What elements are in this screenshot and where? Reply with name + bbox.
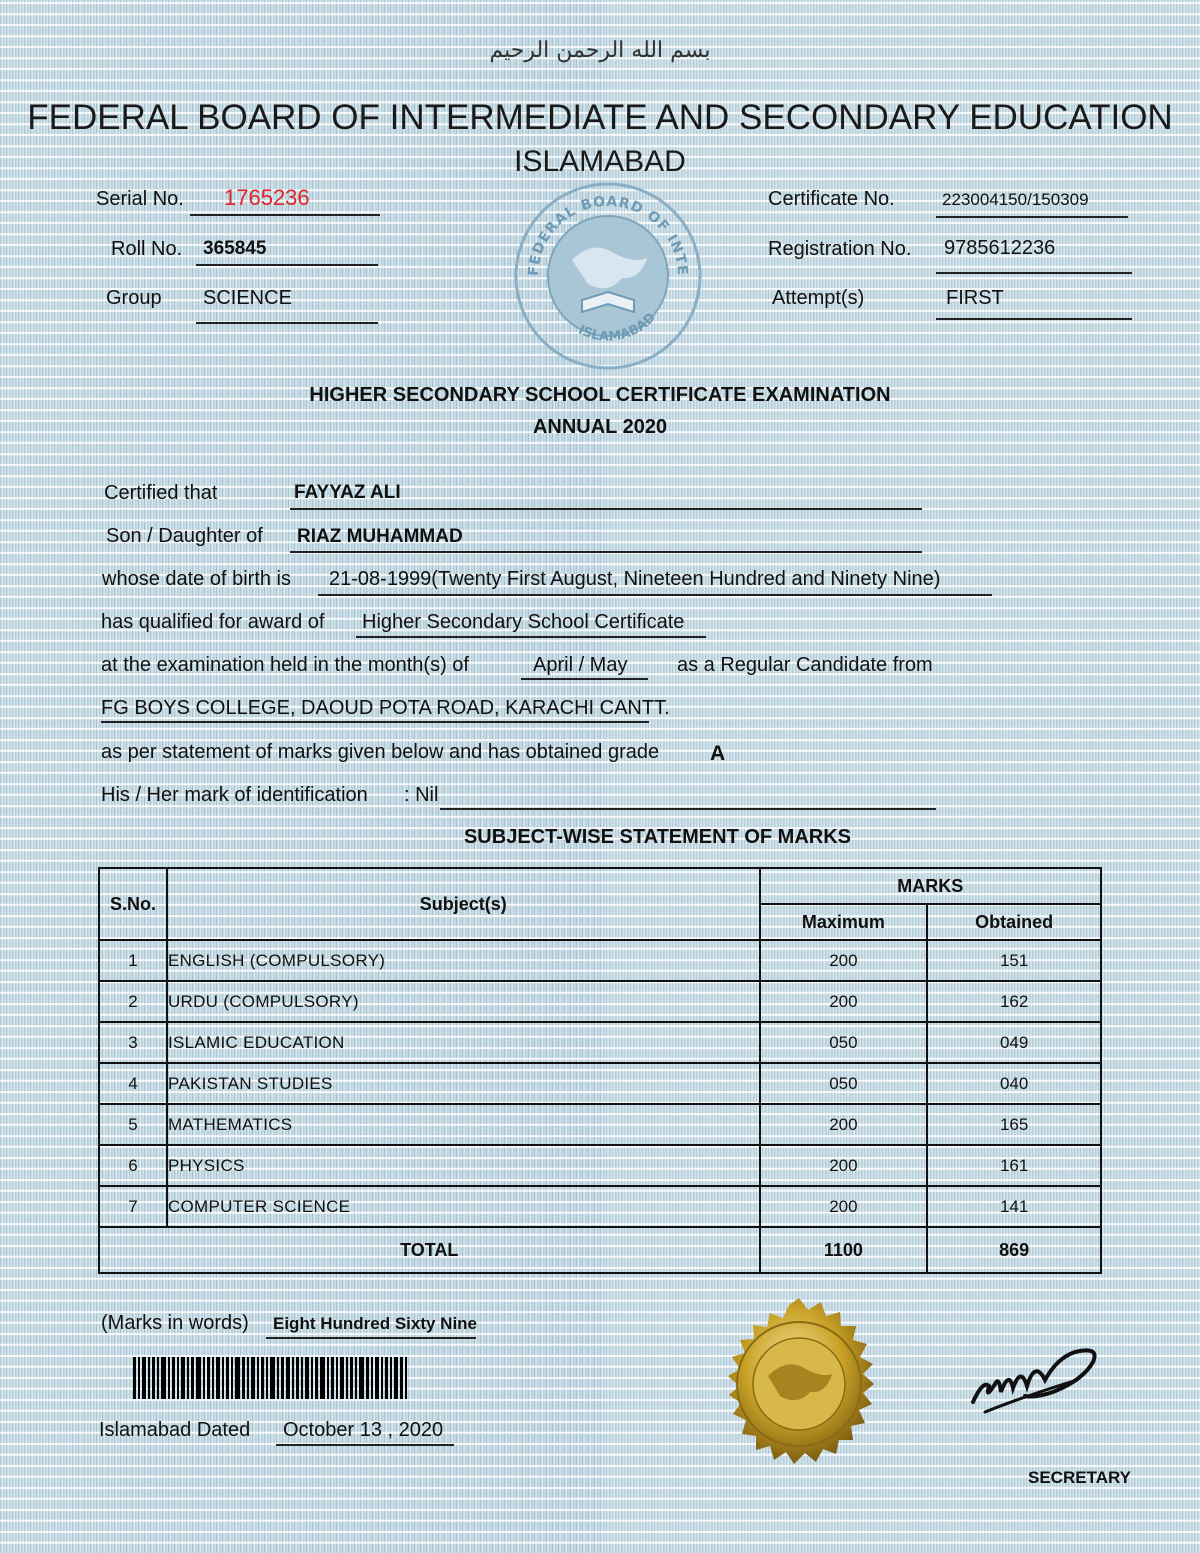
row-subject: PAKISTAN STUDIES (167, 1063, 760, 1104)
header-obtained: Obtained (927, 904, 1101, 940)
row-sno: 7 (99, 1186, 167, 1227)
attempt-underline (936, 318, 1132, 320)
row-sno: 5 (99, 1104, 167, 1145)
registration-value: 9785612236 (944, 237, 1056, 259)
table-row (99, 1104, 1101, 1145)
table-row (99, 981, 1101, 1022)
table-row (99, 1145, 1101, 1186)
certificate-label: Certificate No. (768, 188, 895, 210)
row-subject: ISLAMIC EDUCATION (167, 1022, 760, 1063)
row-sno: 1 (99, 940, 167, 981)
dob-underline (318, 594, 992, 596)
row-sno: 2 (99, 981, 167, 1022)
attempt-label: Attempt(s) (772, 287, 865, 309)
certified-label: Certified that (104, 482, 218, 504)
dob-label: whose date of birth is (102, 568, 291, 590)
header-maximum: Maximum (760, 904, 928, 940)
board-emblem (512, 180, 704, 372)
row-subject: COMPUTER SCIENCE (167, 1186, 760, 1227)
words-underline (266, 1337, 476, 1339)
barcode (133, 1357, 451, 1399)
row-obtained: 141 (927, 1186, 1101, 1227)
board-title: FEDERAL BOARD OF INTERMEDIATE AND SECONDARY EDUCATION (27, 98, 1173, 137)
parent-label: Son / Daughter of (106, 525, 263, 547)
dated-label: Islamabad Dated (99, 1419, 251, 1441)
bismillah-calligraphy: بسم الله الرحمن الرحيم (489, 38, 711, 63)
months-underline (521, 678, 648, 680)
candidate-type: as a Regular Candidate from (677, 654, 933, 676)
row-obtained: 040 (927, 1063, 1101, 1104)
row-subject: URDU (COMPULSORY) (167, 981, 760, 1022)
row-maximum: 200 (760, 1145, 928, 1186)
group-value: SCIENCE (203, 287, 292, 309)
grade-label: as per statement of marks given below and has obtained grade (101, 741, 660, 763)
row-subject: MATHEMATICS (167, 1104, 760, 1145)
institution-underline (101, 721, 649, 723)
registration-label: Registration No. (768, 238, 912, 260)
row-obtained: 161 (927, 1145, 1101, 1186)
row-sno: 4 (99, 1063, 167, 1104)
months-value: April / May (533, 654, 628, 676)
row-maximum: 200 (760, 981, 928, 1022)
board-city: ISLAMABAD (514, 145, 686, 178)
grade-value: A (710, 742, 726, 765)
statement-title: SUBJECT-WISE STATEMENT OF MARKS (463, 826, 852, 848)
dob-value: 21-08-1999(Twenty First August, Nineteen Hundred and Ninety Nine) (329, 568, 941, 590)
award-value: Higher Secondary School Certificate (362, 611, 685, 633)
gold-seal-icon (708, 1296, 890, 1478)
candidate-name: FAYYAZ ALI (294, 482, 401, 503)
serial-label: Serial No. (96, 188, 184, 210)
date-underline (276, 1444, 454, 1446)
row-maximum: 200 (760, 1104, 928, 1145)
secretary-signature (965, 1340, 1110, 1420)
total-label: TOTAL (99, 1227, 760, 1273)
date-value: October 13 , 2020 (283, 1419, 444, 1441)
roll-label: Roll No. (111, 238, 183, 260)
exam-session: ANNUAL 2020 (532, 416, 668, 438)
certificate-value: 223004150/150309 (942, 190, 1089, 209)
emblem-bottom-text: ISLAMABAD (575, 310, 659, 345)
registration-underline (936, 272, 1132, 274)
candidate-underline (290, 508, 922, 510)
row-sno: 3 (99, 1022, 167, 1063)
table-row (99, 1186, 1101, 1227)
table-row (99, 940, 1101, 981)
total-row (99, 1227, 1101, 1273)
signature-icon (965, 1340, 1110, 1420)
row-sno: 6 (99, 1145, 167, 1186)
identification-value: : Nil (404, 784, 439, 806)
row-subject: ENGLISH (COMPULSORY) (167, 940, 760, 981)
serial-value: 1765236 (224, 185, 310, 210)
roll-value: 365845 (203, 238, 267, 259)
marks-table (98, 867, 1102, 1274)
row-obtained: 165 (927, 1104, 1101, 1145)
words-value: Eight Hundred Sixty Nine (273, 1314, 478, 1333)
gold-seal (708, 1296, 890, 1478)
qualified-label: has qualified for award of (101, 611, 325, 633)
parent-name: RIAZ MUHAMMAD (297, 526, 463, 547)
header-sno: S.No. (99, 868, 167, 940)
emblem-top-text: FEDERAL BOARD OF INTE (525, 193, 691, 277)
secretary-label: SECRETARY (1028, 1468, 1131, 1487)
identification-label: His / Her mark of identification (101, 784, 368, 806)
globe-emblem-icon (512, 180, 704, 372)
identification-underline (440, 808, 936, 810)
certificate-underline (936, 216, 1128, 218)
institution-name: FG BOYS COLLEGE, DAOUD POTA ROAD, KARACHI CANTT. (101, 697, 670, 719)
group-label: Group (106, 287, 162, 309)
exam-title: HIGHER SECONDARY SCHOOL CERTIFICATE EXAMINATION (309, 384, 891, 406)
held-label: at the examination held in the month(s) of (101, 654, 469, 676)
parent-underline (290, 551, 922, 553)
row-maximum: 200 (760, 940, 928, 981)
group-underline (196, 322, 378, 324)
total-maximum: 1100 (760, 1227, 928, 1273)
table-row (99, 1022, 1101, 1063)
words-label: (Marks in words) (101, 1312, 249, 1334)
row-maximum: 200 (760, 1186, 928, 1227)
roll-underline (196, 264, 378, 266)
row-obtained: 162 (927, 981, 1101, 1022)
row-maximum: 050 (760, 1063, 928, 1104)
header-marks: MARKS (760, 868, 1101, 904)
row-subject: PHYSICS (167, 1145, 760, 1186)
award-underline (356, 636, 706, 638)
table-row (99, 1063, 1101, 1104)
row-obtained: 151 (927, 940, 1101, 981)
total-obtained: 869 (927, 1227, 1101, 1273)
header-subject: Subject(s) (167, 868, 760, 940)
serial-underline (190, 214, 380, 216)
row-obtained: 049 (927, 1022, 1101, 1063)
row-maximum: 050 (760, 1022, 928, 1063)
attempt-value: FIRST (946, 287, 1004, 309)
